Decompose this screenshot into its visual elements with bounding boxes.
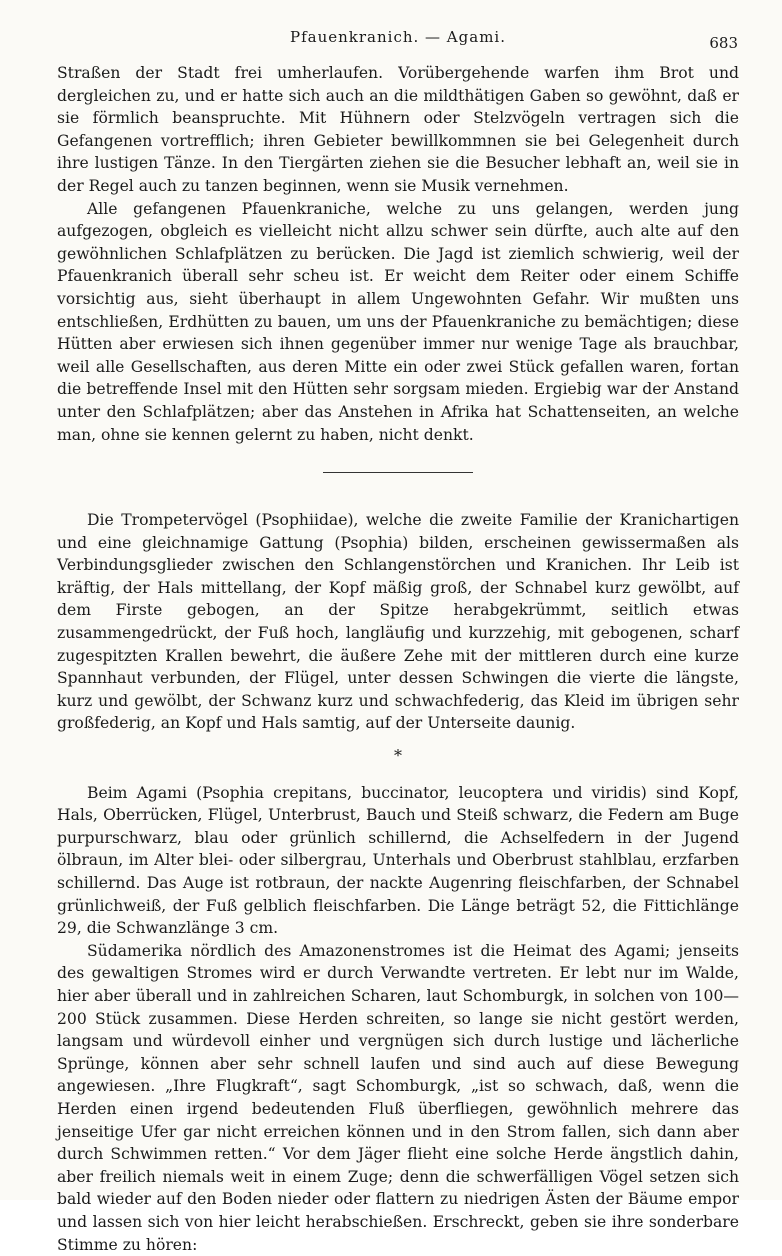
page-header	[58, 22, 738, 52]
running-title: Pfauenkranich. — Agami.	[290, 28, 506, 46]
page-number: 683	[709, 34, 738, 52]
page-body	[57, 62, 739, 1256]
paragraph-trompetervoegel: Die Trompetervögel (Psophiidae), welche die zweite Familie der Kranichartigen und eine gleichnamige Gattung (Psophia) bilden, erscheinen gewissermaßen als Verbindungsglieder zwischen den Schlangenstörchen und Kranichen. Ihr Leib ist kräftig, der Hals mittellang, der Kopf mäßig groß, der Schnabel kurz gewölbt, auf dem Firste gebogen, an der Spitze herabgekrümmt, seitlich etwas zusammengedrückt, der Fuß hoch, langläufig und kurzzehig, mit gebogenen, scharf zugespitzten Krallen bewehrt, die äußere Zehe mit der mittleren durch eine kurze Spannhaut verbunden, der Flügel, unter dessen Schwingen die vierte die längste, kurz und gewölbt, der Schwanz kurz und schwachfederig, das Kleid im übrigen sehr großfederig, an Kopf und Hals samtig, auf der Unterseite daunig.	[57, 511, 739, 733]
asterisk-separator: *	[394, 746, 402, 766]
section-gap	[57, 473, 739, 509]
paragraph-agami-habitat: Südamerika nördlich des Amazonenstromes ist die Heimat des Agami; jenseits des gewaltigen Stromes wird er durch Verwandte vertreten. Er lebt nur im Walde, hier aber überall und in zahlreichen Scharen, laut Schomburgk, in solchen von 100—200 Stück zusammen. Diese Herden schreiten, so lange sie nicht gestört werden, langsam und würdevoll einher und vergnügen sich durch lustige und lächerliche Sprünge, können aber sehr schnell laufen und sind auch auf diese Bewegung angewiesen. „Ihre Flugkraft“, sagt Schomburgk, „ist so schwach, daß, wenn die Herden einen irgend bedeutenden Fluß überfliegen, gewöhnlich mehrere das jenseitige Ufer gar nicht erreichen können und in den Strom fallen, sich dann aber durch Schwimmen retten.“ Vor dem Jäger flieht eine solche Herde ängstlich dahin, aber freilich niemals weit in einem Zuge; denn die schwerfälligen Vögel setzen sich bald wieder auf den Boden nieder oder flattern zu niedrigen Ästen der Bäume empor und lassen sich von hier leicht herabschießen. Erschreckt, geben sie ihre sonderbare Stimme zu hören:	[57, 941, 739, 1254]
paragraph-capture: Alle gefangenen Pfauenkraniche, welche zu uns gelangen, werden jung aufgezogen, obgleich es vielleicht nicht allzu schwer sein dürfte, auch alte auf den gewöhnlichen Schlafplätzen zu berücken. Die Jagd ist ziemlich schwierig, weil der Pfauenkranich überall sehr scheu ist. Er weicht dem Reiter oder einem Schiffe vorsichtig aus, sieht überhaupt in allem Ungewohnten Gefahr. Wir mußten uns entschließen, Erdhütten zu bauen, um uns der Pfauenkraniche zu bemächtigen; diese Hütten aber erwiesen sich ihnen gegenüber immer nur wenige Tage als brauchbar, weil alle Gesellschaften, aus deren Mitte ein oder zwei Stück gefallen waren, fortan die betreffende Insel mit den Hütten sehr sorgsam mieden. Ergiebig war der Anstand unter den Schlafplätzen; aber das Anstehen in Afrika hat Schattenseiten, an welche man, ohne sie kennen gelernt zu haben, nicht denkt.	[57, 199, 739, 444]
paragraph-continuation: Straßen der Stadt frei umherlaufen. Vorübergehende warfen ihm Brot und dergleichen zu, und er hatte sich auch an die mildthätigen Gaben so gewöhnt, daß er sie förmlich beanspruchte. Mit Hühnern oder Stelzvögeln vertragen sich die Gefangenen vortrefflich; ihren Gebieter bewillkommnen sie bei Gelegenheit durch ihre lustigen Tänze. In den Tiergärten ziehen sie die Besucher lebhaft an, weil sie in der Regel auch zu tanzen beginnen, wenn sie Musik vernehmen.	[57, 64, 739, 195]
paragraph-agami-description: Beim Agami (Psophia crepitans, buccinator, leucoptera und viridis) sind Kopf, Hals, Oberrücken, Flügel, Unterbrust, Bauch und Steiß schwarz, die Federn am Buge purpurschwarz, blau oder grünlich schillernd, die Achselfedern in der Jugend ölbraun, im Alter blei- oder silbergrau, Unterhals und Oberbrust stahlblau, erzfarben schillernd. Das Auge ist rotbraun, der nackte Augenring fleischfarben, der Schnabel grünlichweiß, der Fuß gelblich fleischfarben. Die Länge beträgt 52, die Fittichlänge 29, die Schwanzlänge 3 cm.	[57, 783, 739, 938]
